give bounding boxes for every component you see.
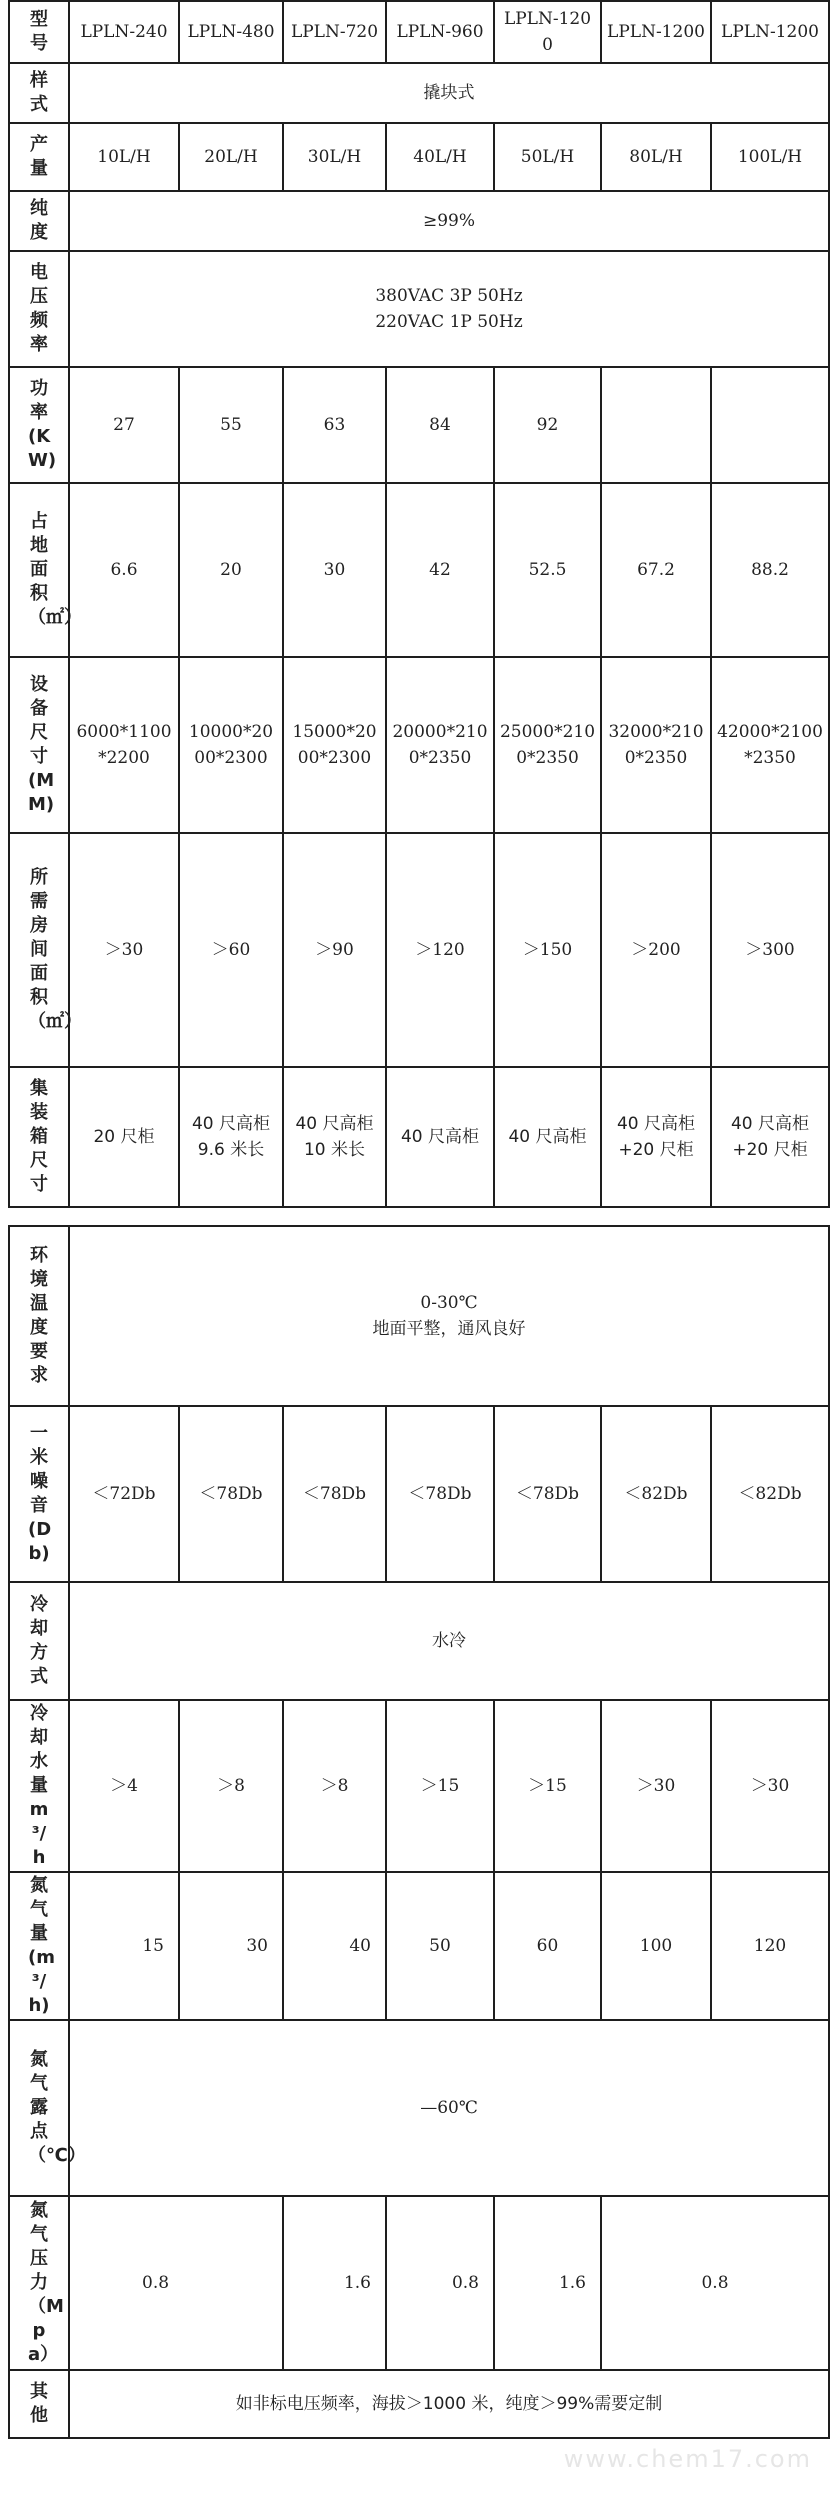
- noise-cell: ＜82Db: [601, 1406, 711, 1582]
- cooling-value: 水冷: [69, 1582, 829, 1700]
- purity-value: ≥99%: [69, 191, 829, 251]
- room-cell: ＞90: [283, 833, 386, 1067]
- row-style: [9, 63, 829, 123]
- output-cell: 20L/H: [179, 123, 283, 191]
- row-dew: [9, 2020, 829, 2196]
- row-container: [9, 1067, 829, 1207]
- label-output: 产量: [9, 123, 69, 191]
- row-area: [9, 483, 829, 657]
- power-cell: 92: [494, 367, 601, 483]
- size-cell: 25000*2100*2350: [494, 657, 601, 833]
- env-line: 地面平整，通风良好: [372, 1319, 526, 1339]
- n2flow-cell: 40: [283, 1872, 386, 2020]
- room-cell: ＞150: [494, 833, 601, 1067]
- row-n2flow: [9, 1872, 829, 2020]
- row-room: [9, 833, 829, 1067]
- n2flow-cell: 30: [179, 1872, 283, 2020]
- power-cell: 63: [283, 367, 386, 483]
- row-purity: [9, 191, 829, 251]
- label-n2flow: 氮气量(m³/h): [9, 1872, 69, 2020]
- container-cell: 40 尺高柜 +20 尺柜: [711, 1067, 829, 1207]
- size-cell: 32000*2100*2350: [601, 657, 711, 833]
- pressure-cell: 0.8: [601, 2196, 829, 2370]
- label-model: 型号: [9, 1, 69, 63]
- label-voltage: 电压频率: [9, 251, 69, 367]
- label-area: 占地面积（㎡）: [9, 483, 69, 657]
- room-cell: ＞60: [179, 833, 283, 1067]
- power-cell: 84: [386, 367, 494, 483]
- pressure-cell: 0.8: [386, 2196, 494, 2370]
- label-container: 集装箱尺寸: [9, 1067, 69, 1207]
- size-cell: 42000*2100*2350: [711, 657, 829, 833]
- n2flow-cell: 15: [69, 1872, 179, 2020]
- model-cell: LPLN-960: [386, 1, 494, 63]
- label-size: 设备尺寸(MM): [9, 657, 69, 833]
- output-cell: 40L/H: [386, 123, 494, 191]
- container-cell: 20 尺柜: [69, 1067, 179, 1207]
- row-power: [9, 367, 829, 483]
- water-cell: ＞15: [386, 1700, 494, 1872]
- spec-table-2: [8, 1225, 830, 2439]
- noise-cell: ＜82Db: [711, 1406, 829, 1582]
- container-cell: 40 尺高柜 +20 尺柜: [601, 1067, 711, 1207]
- row-noise: [9, 1406, 829, 1582]
- room-cell: ＞30: [69, 833, 179, 1067]
- n2flow-cell: 50: [386, 1872, 494, 2020]
- output-cell: 50L/H: [494, 123, 601, 191]
- spec-table-1: [8, 0, 830, 1208]
- row-env: [9, 1226, 829, 1406]
- area-cell: 52.5: [494, 483, 601, 657]
- container-cell: 40 尺高柜 9.6 米长: [179, 1067, 283, 1207]
- power-cell: 27: [69, 367, 179, 483]
- row-water: [9, 1700, 829, 1872]
- label-env: 环境温度要求: [9, 1226, 69, 1406]
- pressure-cell: 1.6: [494, 2196, 601, 2370]
- size-cell: 15000*2000*2300: [283, 657, 386, 833]
- model-cell: LPLN-1200: [494, 1, 601, 63]
- model-cell: LPLN-720: [283, 1, 386, 63]
- other-value: 如非标电压频率，海拔＞1000 米，纯度＞99%需要定制: [69, 2370, 829, 2438]
- water-cell: ＞4: [69, 1700, 179, 1872]
- env-value: [69, 1226, 829, 1406]
- output-cell: 100L/H: [711, 123, 829, 191]
- size-cell: 20000*2100*2350: [386, 657, 494, 833]
- water-cell: ＞30: [711, 1700, 829, 1872]
- size-cell: 6000*1100*2200: [69, 657, 179, 833]
- label-pressure: 氮气压力（Mpa）: [9, 2196, 69, 2370]
- voltage-line: 380VAC 3P 50Hz: [375, 286, 523, 306]
- n2flow-cell: 120: [711, 1872, 829, 2020]
- label-purity: 纯度: [9, 191, 69, 251]
- row-voltage: [9, 251, 829, 367]
- row-model: [9, 1, 829, 63]
- label-dew: 氮气露点（℃）: [9, 2020, 69, 2196]
- label-style: 样式: [9, 63, 69, 123]
- label-room: 所需房间面积（㎡）: [9, 833, 69, 1067]
- watermark: www.chem17.com: [563, 2445, 812, 2473]
- dew-value: —60℃: [69, 2020, 829, 2196]
- n2flow-cell: 60: [494, 1872, 601, 2020]
- noise-cell: ＜78Db: [283, 1406, 386, 1582]
- label-noise: 一米噪音(Db): [9, 1406, 69, 1582]
- env-line: 0-30℃: [420, 1293, 478, 1313]
- label-power: 功率(KW): [9, 367, 69, 483]
- container-cell: 40 尺高柜: [386, 1067, 494, 1207]
- voltage-value: [69, 251, 829, 367]
- area-cell: 30: [283, 483, 386, 657]
- area-cell: 42: [386, 483, 494, 657]
- row-size: [9, 657, 829, 833]
- noise-cell: ＜78Db: [386, 1406, 494, 1582]
- model-cell: LPLN-240: [69, 1, 179, 63]
- area-cell: 20: [179, 483, 283, 657]
- row-pressure: [9, 2196, 829, 2370]
- label-other: 其他: [9, 2370, 69, 2438]
- row-output: [9, 123, 829, 191]
- area-cell: 88.2: [711, 483, 829, 657]
- size-cell: 10000*2000*2300: [179, 657, 283, 833]
- room-cell: ＞300: [711, 833, 829, 1067]
- pressure-cell: 1.6: [283, 2196, 386, 2370]
- model-cell: LPLN-1200: [711, 1, 829, 63]
- noise-cell: ＜78Db: [494, 1406, 601, 1582]
- room-cell: ＞120: [386, 833, 494, 1067]
- power-cell: 55: [179, 367, 283, 483]
- label-water: 冷却水量m³/h: [9, 1700, 69, 1872]
- style-value: 撬块式: [69, 63, 829, 123]
- power-cell: [711, 367, 829, 483]
- model-cell: LPLN-1200: [601, 1, 711, 63]
- output-cell: 80L/H: [601, 123, 711, 191]
- label-cooling: 冷却方式: [9, 1582, 69, 1700]
- power-cell: [601, 367, 711, 483]
- water-cell: ＞30: [601, 1700, 711, 1872]
- area-cell: 67.2: [601, 483, 711, 657]
- water-cell: ＞8: [283, 1700, 386, 1872]
- pressure-cell: 0.8: [69, 2196, 283, 2370]
- container-cell: 40 尺高柜 10 米长: [283, 1067, 386, 1207]
- noise-cell: ＜72Db: [69, 1406, 179, 1582]
- row-cooling: [9, 1582, 829, 1700]
- n2flow-cell: 100: [601, 1872, 711, 2020]
- output-cell: 10L/H: [69, 123, 179, 191]
- row-other: [9, 2370, 829, 2438]
- voltage-line: 220VAC 1P 50Hz: [375, 312, 523, 332]
- model-cell: LPLN-480: [179, 1, 283, 63]
- container-cell: 40 尺高柜: [494, 1067, 601, 1207]
- water-cell: ＞8: [179, 1700, 283, 1872]
- noise-cell: ＜78Db: [179, 1406, 283, 1582]
- output-cell: 30L/H: [283, 123, 386, 191]
- room-cell: ＞200: [601, 833, 711, 1067]
- water-cell: ＞15: [494, 1700, 601, 1872]
- area-cell: 6.6: [69, 483, 179, 657]
